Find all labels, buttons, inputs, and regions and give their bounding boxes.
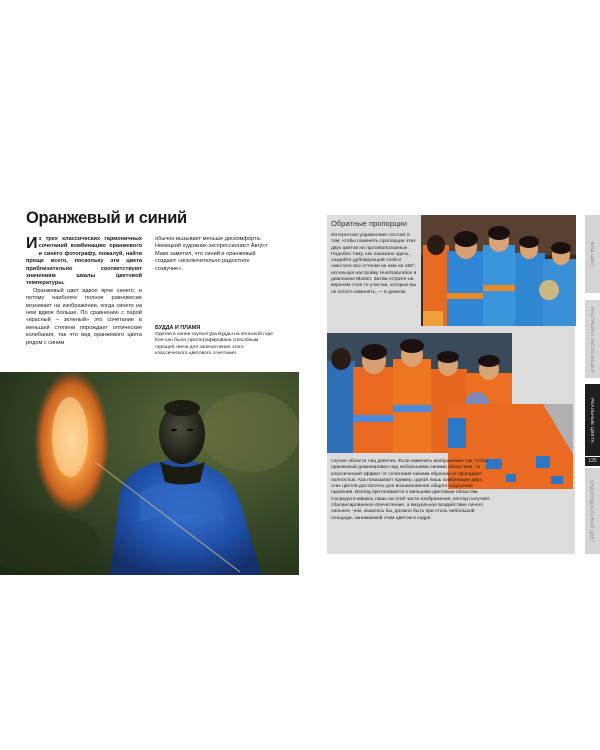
tab-exposure xyxy=(585,300,600,378)
girls-photo-original xyxy=(421,215,576,326)
caption-text: Одетая в синее скульптура Будды на японской горе Кое-сан была сфотографирована способным горящей свечи для запечатления этого классического цветового сочетания. xyxy=(155,332,273,357)
body-column-1 xyxy=(26,236,142,347)
tab-individual-color xyxy=(585,468,600,554)
page-number: 125 xyxy=(585,457,600,466)
tab-label: ВАШ ЦВЕТ xyxy=(590,241,595,267)
body-paragraph: Оранжевый цвет вдвое ярче синего, и потому наиболее полное равновесие возникает на изображении, когда синего на нем вдвое больше. По сравнению с парой «красный – зеленый» это сочетание в меньшей степени порождает оптические колебания, так что вид оранжевого цвета рядом с синим xyxy=(26,287,142,346)
body-column-2: обычно вызывает меньше дискомфорта. Немецкий художник-экспрессионист Август Маке заметил, что синий и оранжевый создают «исключительно радостное созвучие». xyxy=(155,236,268,272)
buddha-photo xyxy=(0,372,299,575)
tab-label: РЕАЛЬНЫЕ ЦВЕТА xyxy=(590,397,595,443)
tab-real-colors xyxy=(585,384,600,456)
lead-paragraph xyxy=(26,236,142,288)
tab-label: ИНДИВИДУАЛЬНЫЙ ЦВЕТ xyxy=(590,479,595,543)
caption-title: БУДДА И ПЛАМЯ xyxy=(155,325,201,331)
sidebar-title: Обратные пропорции xyxy=(331,219,407,228)
section-title: Оранжевый и синий xyxy=(26,209,187,227)
tab-label: НАСТРОЙКА ЭКСПОЗИЦИИ xyxy=(590,306,595,372)
drop-cap: И xyxy=(26,235,38,252)
sidebar-text-part-2: случае области лиц девочек. Если изменить изображение так, чтобы оранжевый доминировал над небольшими синими областями, то классический эффект от сочетания никоим образом не пропадает полностью. Как показывает пример, одной лишь комбинации двух этих цветов достаточно для возникновения общего ощущения гармонии. Взгляд притягивается к меньшим цветовым областям. Сосредоточиваясь лишь на этой части изображения, взгляд получает сбалансированное впечатление, а визуальное воздействие синего сильнее, чем, казалось бы, должно быть при столь небольшой площади, занимаемой этим цветом в кадре. xyxy=(331,459,490,521)
lead-text: з трех классических гармоничных сочетаний комбинацию оранжевого и синего фотографу, пожалуй, найти проще всего, поскольку эти цвета приблизительно соответствуют значениям шкалы цветовой температуры. xyxy=(26,236,142,287)
sidebar-text-part-1: Интересное упражнение состоит в том, чтобы поменять пропорции этих двух цветов на противоположные. Подобно тому, как показано здесь, создайте дублирующий слой и сместите все оттенки на нем на 180°, используя настройку Hue/Saturation в диапазоне Master. Затем сотрите на верхнем слое те участки, которые вы не хотите изменять, — в данном xyxy=(331,233,417,295)
tab-your-color xyxy=(585,215,600,293)
